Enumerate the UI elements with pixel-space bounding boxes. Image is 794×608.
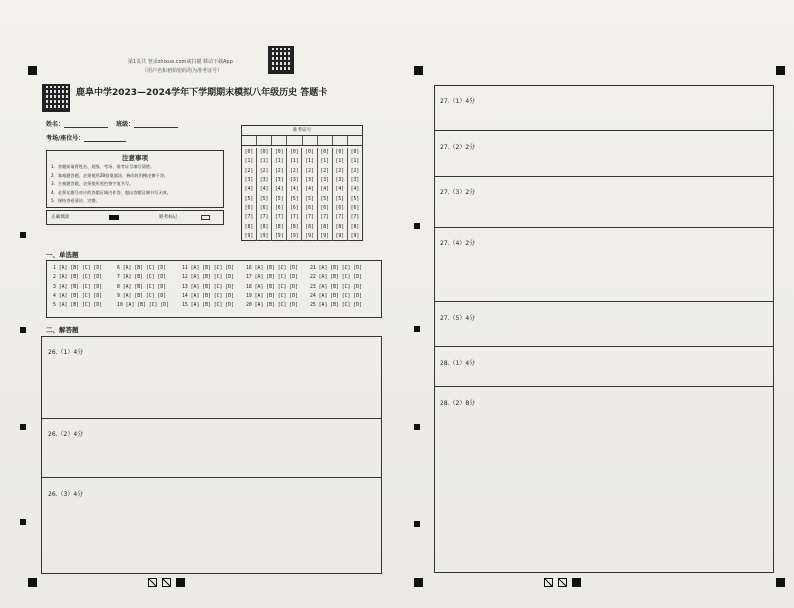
answer-area-right	[434, 85, 774, 573]
exam-digit-bubble[interactable]: [2]	[287, 167, 302, 176]
choice-column[interactable]	[182, 264, 234, 310]
exam-digit-bubble[interactable]: [1]	[317, 157, 332, 166]
question-label: 27.（1）4分	[440, 98, 476, 105]
side-mark	[414, 521, 420, 527]
exam-digit-bubble[interactable]: [3]	[332, 176, 347, 185]
exam-digit-bubble[interactable]: [3]	[242, 176, 257, 185]
exam-digit-bubble[interactable]: [3]	[257, 176, 272, 185]
choice-row[interactable]: 21 [A] [B] [C] [D]	[310, 266, 362, 271]
question-label: 27.（2）2分	[440, 144, 476, 151]
exam-digit-bubble[interactable]: [4]	[317, 185, 332, 194]
note-item: 2．客观题答题，必须使用2B铅笔填涂，修改时用橡皮擦干净。	[51, 172, 169, 178]
app-qr-code-icon	[268, 46, 294, 74]
login-note: 第1页共 登录zhixue.com或扫描 移动下载App	[128, 59, 233, 65]
correct-fill-label: 正确填涂	[51, 215, 70, 220]
exam-digit-bubble[interactable]: [2]	[242, 167, 257, 176]
single-choice-box	[46, 260, 382, 318]
exam-digit-bubble[interactable]: [7]	[302, 213, 317, 222]
absent-label: 缺考标记	[159, 215, 178, 220]
choice-row[interactable]: 24 [A] [B] [C] [D]	[310, 293, 362, 299]
exam-digit-bubble[interactable]: [4]	[272, 185, 287, 194]
exam-digit-bubble[interactable]: [7]	[350, 215, 360, 221]
exam-digit-bubble[interactable]: [9]	[257, 232, 272, 241]
exam-digit-bubble[interactable]: [3]	[317, 176, 332, 185]
exam-digit-bubble[interactable]: [2]	[350, 168, 360, 174]
exam-digit-bubble[interactable]: [3]	[350, 178, 360, 184]
name-input[interactable]	[64, 127, 108, 128]
exam-digit-bubble[interactable]: [7]	[332, 213, 347, 222]
choice-row[interactable]: 1 [A] [B] [C] [D]	[53, 266, 103, 271]
class-input[interactable]	[134, 127, 178, 128]
exam-number-bubbles	[242, 148, 362, 241]
name-field	[46, 119, 178, 128]
filled-box-icon	[176, 578, 185, 587]
exam-digit-bubble[interactable]: [7]	[287, 213, 302, 222]
side-mark	[20, 424, 26, 430]
exam-digit-bubble[interactable]: [4]	[302, 185, 317, 194]
question-label: 26.（1）4分	[48, 349, 84, 356]
exam-digit-bubble[interactable]: [1]	[242, 157, 257, 166]
registration-mark	[776, 66, 785, 75]
notes-box	[46, 150, 224, 208]
exam-digit-bubble[interactable]: [9]	[242, 232, 257, 241]
room-input[interactable]	[84, 141, 126, 142]
choice-row[interactable]: 14 [A] [B] [C] [D]	[182, 293, 234, 299]
section2-title: 二、解答题	[46, 326, 79, 334]
question-label: 27.（4）2分	[440, 240, 476, 247]
page-code-icons	[544, 578, 581, 587]
room-label: 考场/座位号：	[46, 135, 85, 142]
name-label: 姓名：	[46, 121, 65, 128]
notes-title: 注意事项	[122, 154, 148, 162]
slash-box-icon	[558, 578, 567, 587]
exam-digit-bubble[interactable]: [1]	[350, 159, 360, 165]
exam-digit-bubble[interactable]: [5]	[350, 196, 360, 202]
note-item: 4．必须在题号对应的答题区域内作答，超出答题区域书写无效。	[51, 189, 171, 195]
fill-sample-box	[46, 210, 224, 225]
choice-row[interactable]: 25 [A] [B] [C] [D]	[310, 303, 362, 309]
choice-row[interactable]: 13 [A] [B] [C] [D]	[182, 284, 234, 290]
absent-checkbox[interactable]	[201, 215, 210, 220]
choice-row[interactable]: 5 [A] [B] [C] [D]	[53, 303, 103, 309]
exam-digit-bubble[interactable]: [0]	[302, 148, 317, 157]
side-mark	[20, 232, 26, 238]
choice-row[interactable]: 17 [A] [B] [C] [D]	[246, 275, 298, 281]
question-label: 27.（3）2分	[440, 189, 476, 196]
exam-digit-bubble[interactable]: [1]	[332, 157, 347, 166]
exam-digit-bubble[interactable]: [5]	[257, 194, 272, 203]
exam-digit-bubble[interactable]: [8]	[242, 222, 257, 231]
room-field	[46, 133, 126, 142]
note-item: 1．答题前请将姓名、班级、考场、准考证号填写清楚。	[51, 164, 155, 169]
exam-digit-bubble[interactable]: [6]	[317, 204, 332, 213]
sheet-qr-code-icon	[42, 84, 70, 112]
slash-box-icon	[148, 578, 157, 587]
slash-box-icon	[162, 578, 171, 587]
exam-digit-bubble[interactable]: [1]	[257, 157, 272, 166]
exam-digit-bubble[interactable]: [0]	[287, 148, 302, 157]
exam-digit-bubble[interactable]: [8]	[287, 222, 302, 231]
password-note: （用户名和初始密码均为准考证号）	[142, 68, 223, 74]
exam-digit-bubble[interactable]: [0]	[242, 148, 257, 157]
question-label: 28.（2）8分	[440, 400, 476, 407]
exam-digit-bubble[interactable]: [0]	[317, 148, 332, 157]
exam-digit-bubble[interactable]: [2]	[257, 167, 272, 176]
note-item: 5．保持答卷清洁、完整。	[51, 198, 100, 204]
choice-row[interactable]: 16 [A] [B] [C] [D]	[246, 266, 298, 271]
exam-digit-bubble[interactable]: [9]	[272, 232, 287, 241]
exam-digit-bubble[interactable]: [4]	[287, 185, 302, 194]
page-code-icons	[148, 578, 185, 587]
exam-digit-bubble[interactable]: [4]	[332, 185, 347, 194]
side-mark	[20, 327, 26, 333]
exam-digit-bubble[interactable]: [3]	[272, 176, 287, 185]
exam-digit-bubble[interactable]: [9]	[302, 232, 317, 241]
notes-list	[47, 162, 223, 207]
choice-row[interactable]: 19 [A] [B] [C] [D]	[246, 293, 298, 299]
exam-digit-bubble[interactable]: [0]	[350, 150, 360, 156]
choice-row[interactable]: 23 [A] [B] [C] [D]	[310, 284, 362, 290]
choice-row[interactable]: 2 [A] [B] [C] [D]	[53, 275, 103, 281]
choice-row[interactable]: 3 [A] [B] [C] [D]	[53, 284, 103, 290]
choice-row[interactable]: 10 [A] [B] [C] [D]	[117, 303, 169, 309]
page-title: 鹿阜中学2023—2024学年下学期期末模拟八年级历史 答题卡	[76, 88, 328, 98]
registration-mark	[414, 66, 423, 75]
exam-digit-bubble[interactable]: [9]	[350, 233, 360, 239]
note-item: 3．主观题答题，必须使用黑色签字笔书写。	[51, 181, 134, 187]
correct-fill-sample	[109, 215, 119, 220]
exam-number-box	[241, 125, 363, 241]
exam-digit-bubble[interactable]: [6]	[350, 205, 360, 211]
exam-digit-bubble[interactable]: [4]	[350, 187, 360, 193]
choice-column[interactable]	[117, 264, 169, 310]
answer-area-left	[41, 336, 382, 574]
exam-digit-bubble[interactable]: [2]	[302, 167, 317, 176]
side-mark	[20, 519, 26, 525]
choice-column[interactable]	[53, 264, 102, 310]
question-label: 26.（3）4分	[48, 491, 84, 498]
choice-row[interactable]: 22 [A] [B] [C] [D]	[310, 275, 362, 281]
exam-digit-bubble[interactable]: [4]	[242, 185, 257, 194]
exam-digit-bubble[interactable]: [8]	[317, 222, 332, 231]
exam-digit-bubble[interactable]: [6]	[242, 204, 257, 213]
choice-row[interactable]: 12 [A] [B] [C] [D]	[182, 275, 234, 281]
side-mark	[414, 223, 420, 229]
exam-digit-bubble[interactable]: [2]	[332, 167, 347, 176]
exam-digit-bubble[interactable]: [9]	[332, 232, 347, 241]
exam-digit-bubble[interactable]: [8]	[350, 224, 360, 230]
exam-digit-bubble[interactable]: [3]	[302, 176, 317, 185]
question-label: 26.（2）4分	[48, 431, 84, 438]
exam-digit-bubble[interactable]: [1]	[272, 157, 287, 166]
exam-digit-bubble[interactable]: [6]	[302, 204, 317, 213]
exam-digit-bubble[interactable]: [7]	[317, 213, 332, 222]
exam-digit-bubble[interactable]: [7]	[242, 213, 257, 222]
filled-box-icon	[572, 578, 581, 587]
choice-row[interactable]: 20 [A] [B] [C] [D]	[246, 303, 298, 309]
choice-row[interactable]: 11 [A] [B] [C] [D]	[182, 266, 234, 271]
registration-mark	[28, 578, 37, 587]
choice-row[interactable]: 15 [A] [B] [C] [D]	[182, 303, 234, 309]
exam-digit-bubble[interactable]: [5]	[317, 194, 332, 203]
exam-number-write-row	[242, 136, 362, 146]
exam-digit-bubble[interactable]: [8]	[332, 222, 347, 231]
exam-digit-bubble[interactable]: [7]	[257, 213, 272, 222]
choice-column[interactable]	[310, 264, 362, 310]
exam-number-title: 准考证号	[242, 126, 362, 136]
registration-mark	[28, 66, 37, 75]
exam-digit-bubble[interactable]: [9]	[317, 232, 332, 241]
exam-digit-bubble[interactable]: [5]	[242, 194, 257, 203]
exam-digit-bubble[interactable]: [2]	[317, 167, 332, 176]
class-label: 班级：	[116, 121, 135, 128]
question-label: 28.（1）4分	[440, 360, 476, 367]
exam-digit-bubble[interactable]: [8]	[272, 222, 287, 231]
exam-digit-bubble[interactable]: [5]	[302, 194, 317, 203]
exam-digit-bubble[interactable]: [5]	[332, 194, 347, 203]
exam-digit-bubble[interactable]: [1]	[302, 157, 317, 166]
exam-digit-bubble[interactable]: [9]	[287, 232, 302, 241]
exam-digit-bubble[interactable]: [6]	[287, 204, 302, 213]
choice-row[interactable]: 9 [A] [B] [C] [D]	[117, 293, 167, 299]
exam-digit-bubble[interactable]: [6]	[332, 204, 347, 213]
exam-digit-bubble[interactable]: [3]	[287, 176, 302, 185]
exam-digit-bubble[interactable]: [7]	[272, 213, 287, 222]
registration-mark	[414, 578, 423, 587]
side-mark	[414, 424, 420, 430]
exam-digit-bubble[interactable]: [4]	[257, 185, 272, 194]
exam-digit-bubble[interactable]: [0]	[272, 148, 287, 157]
registration-mark	[776, 578, 785, 587]
question-label: 27.（5）4分	[440, 315, 476, 322]
slash-box-icon	[544, 578, 553, 587]
exam-digit-bubble[interactable]: [8]	[302, 222, 317, 231]
choice-row[interactable]: 4 [A] [B] [C] [D]	[53, 293, 103, 299]
side-mark	[414, 326, 420, 332]
exam-digit-bubble[interactable]: [8]	[257, 222, 272, 231]
choice-column[interactable]	[246, 264, 298, 310]
exam-digit-bubble[interactable]: [2]	[272, 167, 287, 176]
choice-row[interactable]: 8 [A] [B] [C] [D]	[117, 284, 167, 290]
exam-digit-bubble[interactable]: [5]	[287, 194, 302, 203]
exam-digit-bubble[interactable]: [0]	[332, 148, 347, 157]
choice-row[interactable]: 7 [A] [B] [C] [D]	[117, 275, 167, 281]
choice-row[interactable]: 6 [A] [B] [C] [D]	[117, 266, 167, 271]
exam-digit-bubble[interactable]: [5]	[272, 194, 287, 203]
exam-digit-bubble[interactable]: [6]	[257, 204, 272, 213]
choice-row[interactable]: 18 [A] [B] [C] [D]	[246, 284, 298, 290]
exam-digit-bubble[interactable]: [6]	[272, 204, 287, 213]
exam-digit-bubble[interactable]: [0]	[257, 148, 272, 157]
section1-title: 一、单选题	[46, 251, 79, 259]
exam-digit-bubble[interactable]: [1]	[287, 157, 302, 166]
